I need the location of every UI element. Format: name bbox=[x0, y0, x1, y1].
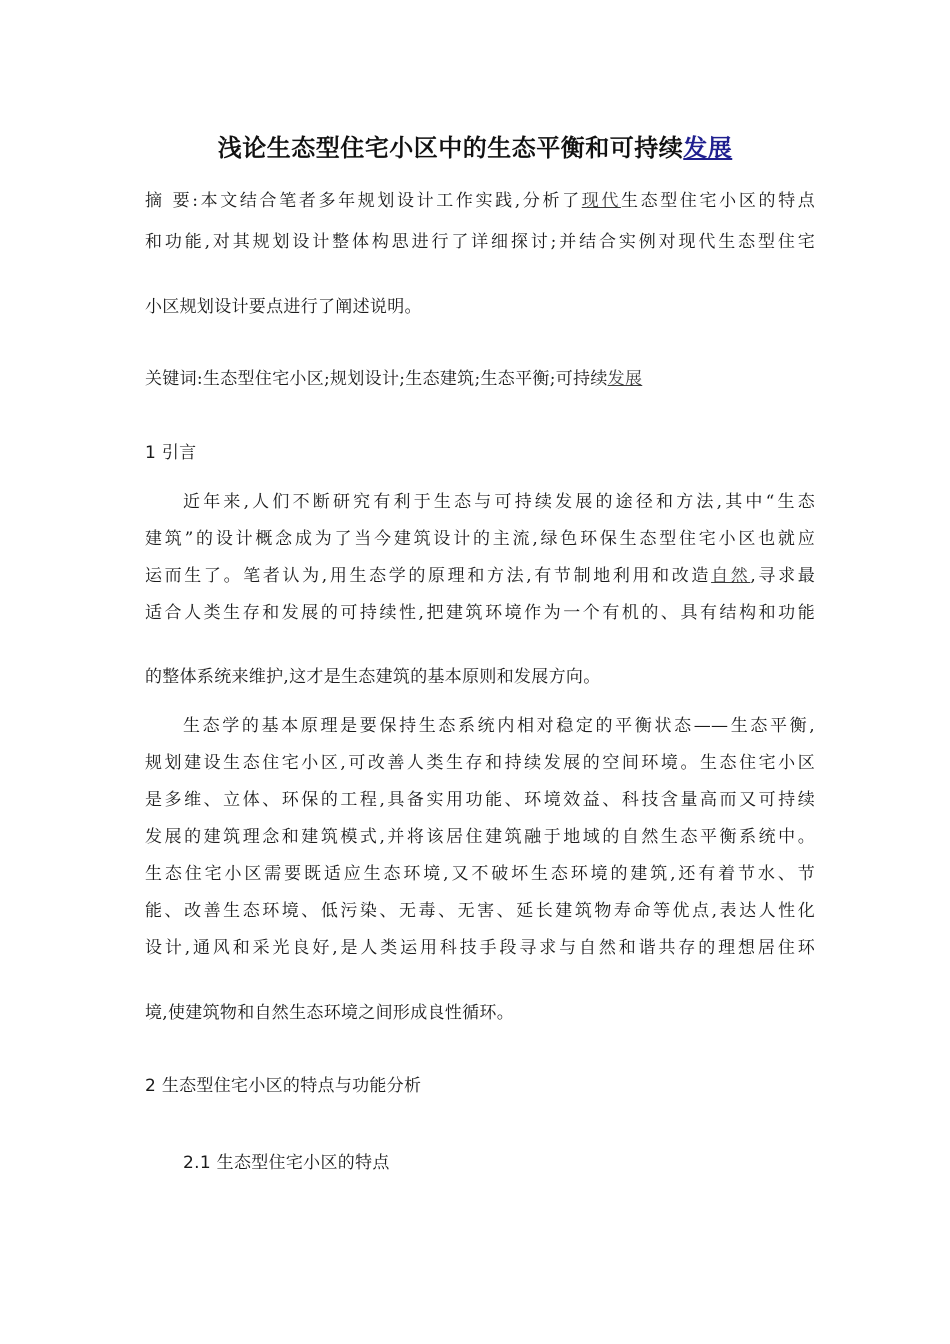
para-2-line-1: 生态学的基本原理是要保持生态系统内相对稳定的平衡状态——生态平衡, bbox=[183, 716, 815, 736]
section-1-heading: 1 引言 bbox=[145, 443, 197, 463]
para-1-line-2: 建筑”的设计概念成为了当今建筑设计的主流,绿色环保生态型住宅小区也就应 bbox=[145, 529, 815, 549]
para-text: 运而生了。笔者认为,用生态学的原理和方法,有节制地利用和改造 bbox=[145, 566, 712, 586]
para-1-line-5: 的整体系统来维护,这才是生态建筑的基本原则和发展方向。 bbox=[145, 667, 601, 687]
keywords-link[interactable]: 发展 bbox=[607, 369, 643, 389]
para-2-line-7: 设计,通风和采光良好,是人类运用科技手段寻求与自然和谐共存的理想居住环 bbox=[145, 938, 815, 958]
para-2-line-5: 生态住宅小区需要既适应生态环境,又不破坏生态环境的建筑,还有着节水、节 bbox=[145, 864, 815, 884]
abstract-text: 生态型住宅小区的特点 bbox=[621, 191, 816, 211]
keywords-line bbox=[145, 364, 815, 389]
para-link-nature[interactable]: 自然 bbox=[711, 566, 751, 586]
keywords-text: 关键词:生态型住宅小区;规划设计;生态建筑;生态平衡;可持续 bbox=[145, 369, 608, 389]
abstract-line-1 bbox=[145, 186, 815, 211]
para-1-line-3 bbox=[145, 561, 815, 586]
abstract-line-3: 小区规划设计要点进行了阐述说明。 bbox=[145, 297, 422, 317]
document-title bbox=[0, 128, 950, 163]
para-2-line-8: 境,使建筑物和自然生态环境之间形成良性循环。 bbox=[145, 1003, 515, 1023]
abstract-text: 摘 要:本文结合笔者多年规划设计工作实践,分析了 bbox=[145, 191, 582, 211]
abstract-link[interactable]: 现代 bbox=[581, 191, 622, 211]
para-text: ,寻求最 bbox=[750, 566, 816, 586]
section-2-heading: 2 生态型住宅小区的特点与功能分析 bbox=[145, 1076, 422, 1096]
para-2-line-4: 发展的建筑理念和建筑模式,并将该居住建筑融于地域的自然生态平衡系统中。 bbox=[145, 827, 815, 847]
para-1-line-1: 近年来,人们不断研究有利于生态与可持续发展的途径和方法,其中“生态 bbox=[183, 492, 815, 512]
para-1-line-4: 适合人类生存和发展的可持续性,把建筑环境作为一个有机的、具有结构和功能 bbox=[145, 603, 815, 623]
subsection-2-1-heading: 2.1 生态型住宅小区的特点 bbox=[183, 1153, 390, 1173]
title-text: 浅论生态型住宅小区中的生态平衡和可持续 bbox=[217, 133, 684, 162]
para-2-line-6: 能、改善生态环境、低污染、无毒、无害、延长建筑物寿命等优点,表达人性化 bbox=[145, 901, 815, 921]
abstract-line-2: 和功能,对其规划设计整体构思进行了详细探讨;并结合实例对现代生态型住宅 bbox=[145, 232, 815, 252]
para-2-line-2: 规划建设生态住宅小区,可改善人类生存和持续发展的空间环境。生态住宅小区 bbox=[145, 753, 815, 773]
title-link[interactable]: 发展 bbox=[683, 133, 733, 162]
para-2-line-3: 是多维、立体、环保的工程,具备实用功能、环境效益、科技含量高而又可持续 bbox=[145, 790, 815, 810]
